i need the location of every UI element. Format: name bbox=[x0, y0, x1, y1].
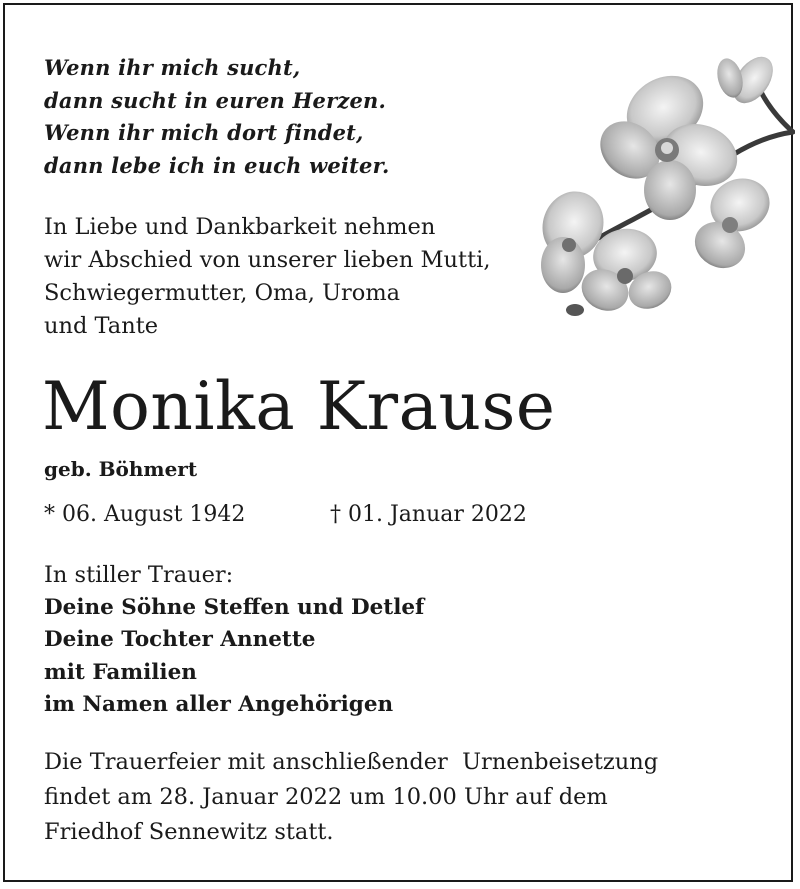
poem-line: dann lebe ich in euch weiter. bbox=[44, 152, 390, 178]
intro-text bbox=[44, 211, 490, 343]
poem-line: Wenn ihr mich sucht, bbox=[44, 55, 301, 80]
ceremony-line: Friedhof Sennewitz statt. bbox=[44, 819, 334, 845]
mourner-line: mit Familien bbox=[44, 659, 197, 685]
mourners-block bbox=[44, 559, 424, 722]
intro-line: In Liebe und Dankbarkeit nehmen bbox=[44, 214, 436, 240]
deceased-name: Monika Krause bbox=[42, 368, 556, 445]
intro-line: wir Abschied von unserer lieben Mutti, bbox=[44, 247, 491, 273]
poem-verse bbox=[44, 52, 389, 182]
intro-line: und Tante bbox=[44, 313, 159, 339]
mourner-line: Deine Tochter Annette bbox=[44, 627, 316, 652]
mourner-line: Deine Söhne Steffen und Detlef bbox=[44, 594, 425, 620]
mourner-line: im Namen aller Angehörigen bbox=[44, 692, 394, 717]
birth-date: * 06. August 1942 bbox=[44, 502, 246, 527]
poem-line: dann sucht in euren Herzen. bbox=[44, 87, 387, 113]
intro-line: Schwiegermutter, Oma, Uroma bbox=[44, 280, 401, 306]
death-date: † 01. Januar 2022 bbox=[330, 502, 527, 527]
ceremony-info bbox=[44, 745, 658, 850]
mourners-heading: In stiller Trauer: bbox=[44, 562, 234, 588]
ceremony-line: Die Trauerfeier mit anschließender Urnenbeisetzung bbox=[44, 749, 659, 775]
maiden-name: geb. Böhmert bbox=[44, 457, 198, 481]
orchid-flower-icon bbox=[535, 40, 795, 320]
poem-line: Wenn ihr mich dort findet, bbox=[44, 120, 364, 145]
ceremony-line: findet am 28. Januar 2022 um 10.00 Uhr auf dem bbox=[44, 784, 608, 810]
